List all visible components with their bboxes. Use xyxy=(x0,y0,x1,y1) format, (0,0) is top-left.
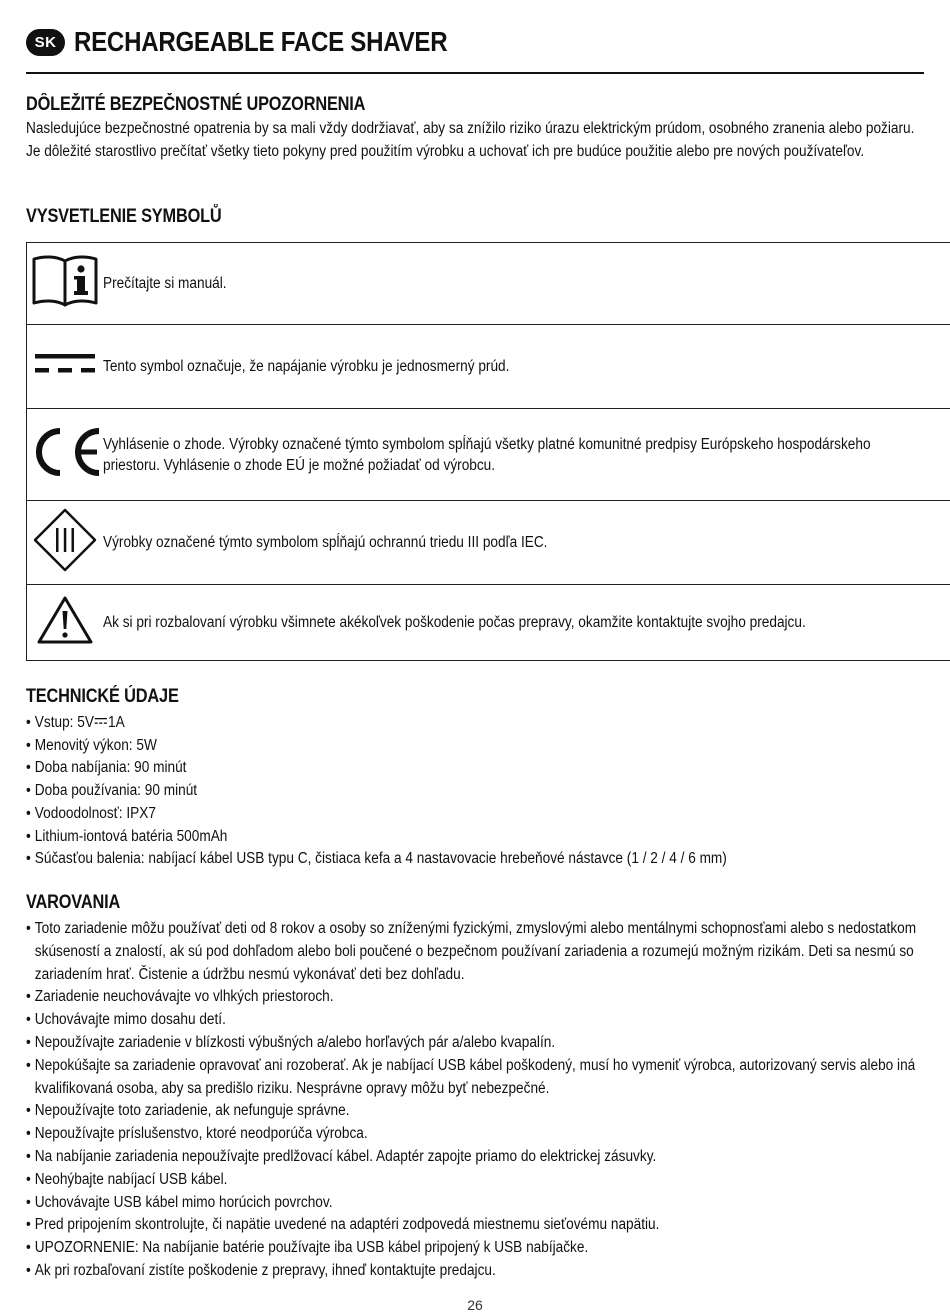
list-item: • Doba nabíjania: 90 minút xyxy=(26,757,924,780)
list-item: • Ak pri rozbaľovaní zistíte poškodenie z prepravy, ihneď kontaktujte predajcu. xyxy=(26,1260,924,1283)
list-item: • Na nabíjanie zariadenia nepoužívajte predlžovací kábel. Adaptér zapojte priamo do elektrickej zásuvky. xyxy=(26,1146,924,1169)
warning-triangle-icon xyxy=(27,585,104,661)
symbols-heading: VYSVETLENIE SYMBOLŮ xyxy=(26,206,222,227)
list-item: • Uchovávajte mimo dosahu detí. xyxy=(26,1009,924,1032)
symbol-row xyxy=(27,501,950,585)
list-item: • Toto zariadenie môžu používať deti od 8 rokov a osoby so zníženými fyzickými, zmyslovými alebo mentálnymi schopnosťami alebo s nedostatkom skúseností a znalostí, ak sú pod dohľadom alebo boli poučené o bezpečnom používaní zariadenia a rozumejú možným rizikám. Deti sa nesmú so zariadením hrať. Čistenie a údržbu nesmú vykonávať deti bez dohľadu. xyxy=(26,918,924,986)
technical-data-list xyxy=(26,712,924,871)
safety-heading: DÔLEŽITÉ BEZPEČNOSTNÉ UPOZORNENIA xyxy=(26,94,366,115)
symbol-description: Ak si pri rozbalovaní výrobku všimnete akékoľvek poškodenie počas prepravy, okamžite kontaktujte svojho predajcu. xyxy=(103,614,806,631)
list-item: • Vodoodolnosť: IPX7 xyxy=(26,803,924,826)
list-item: • Doba používania: 90 minút xyxy=(26,780,924,803)
page-number: 26 xyxy=(467,1297,483,1313)
symbol-row xyxy=(27,325,950,409)
class-iii-icon xyxy=(27,501,104,585)
list-item: • Nepoužívajte príslušenstvo, ktoré neodporúča výrobca. xyxy=(26,1123,924,1146)
list-item: • Uchovávajte USB kábel mimo horúcich povrchov. xyxy=(26,1192,924,1215)
warnings-list xyxy=(26,918,924,1283)
list-item: • Menovitý výkon: 5W xyxy=(26,735,924,758)
symbol-row xyxy=(27,409,950,501)
symbol-row xyxy=(27,243,950,325)
safety-section xyxy=(26,94,950,163)
symbols-section xyxy=(26,206,253,228)
list-item: • Vstup: 5V 1A xyxy=(26,712,924,735)
symbol-description: Tento symbol označuje, že napájanie výrobku je jednosmerný prúd. xyxy=(103,358,510,375)
symbols-table xyxy=(26,242,950,661)
symbol-row xyxy=(27,585,950,661)
list-item: • Nepokúšajte sa zariadenie opravovať ani rozoberať. Ak je nabíjací USB kábel poškodený, musí ho vymeniť výrobca, autorizovaný servis alebo iná kvalifikovaná osoba, aby sa predišlo riziku. Nesprávne opravy môžu byť nebezpečné. xyxy=(26,1055,924,1101)
technical-data-section xyxy=(26,686,950,871)
page-header xyxy=(26,22,924,62)
list-item: • Lithium-iontová batéria 500mAh xyxy=(26,826,924,849)
manual-page xyxy=(26,22,924,1279)
language-badge: SK xyxy=(26,29,65,56)
list-item: • Pred pripojením skontrolujte, či napätie uvedené na adaptéri zodpovedá miestnemu sieťovému napätiu. xyxy=(26,1214,924,1237)
direct-current-icon xyxy=(95,717,107,725)
list-item: • Neohýbajte nabíjací USB kábel. xyxy=(26,1169,924,1192)
technical-data-heading: TECHNICKÉ ÚDAJE xyxy=(26,686,179,707)
list-item: • Súčasťou balenia: nabíjací kábel USB typu C, čistiaca kefa a 4 nastavovacie hrebeňové nástavce (1 / 2 / 4 / 6 mm) xyxy=(26,848,924,871)
list-item: • Nepoužívajte toto zariadenie, ak nefunguje správne. xyxy=(26,1100,924,1123)
page-title: RECHARGEABLE FACE SHAVER xyxy=(74,26,448,57)
header-divider xyxy=(26,72,924,74)
ce-mark-icon xyxy=(27,409,104,501)
symbol-description: Vyhlásenie o zhode. Výrobky označené týmto symbolom spĺňajú všetky platné komunitné predpisy Európskeho hospodárskeho priestoru. Vyhlásenie o zhode EÚ je možné požiadať od výrobcu. xyxy=(103,435,871,474)
direct-current-icon xyxy=(27,325,104,409)
manual-book-icon xyxy=(27,243,104,325)
symbol-description: Prečítajte si manuál. xyxy=(103,275,227,292)
safety-paragraph: Nasledujúce bezpečnostné opatrenia by sa mali vždy dodržiavať, aby sa znížilo riziko úrazu elektrickým prúdom, osobného zranenia alebo požiaru. Je dôležité starostlivo prečítať všetky tieto pokyny pred použitím výrobku a uchovať ich pre budúce použitie alebo pre nových používateľov. xyxy=(26,120,915,160)
symbol-description: Výrobky označené týmto symbolom spĺňajú ochrannú triedu III podľa IEC. xyxy=(103,534,548,551)
warnings-heading: VAROVANIA xyxy=(26,892,121,913)
warnings-section xyxy=(26,892,950,1283)
list-item: • Nepoužívajte zariadenie v blízkosti výbušných a/alebo horľavých pár a/alebo kvapalín. xyxy=(26,1032,924,1055)
list-item: • Zariadenie neuchovávajte vo vlhkých priestoroch. xyxy=(26,986,924,1009)
list-item: • UPOZORNENIE: Na nabíjanie batérie používajte iba USB kábel pripojený k USB nabíjačke. xyxy=(26,1237,924,1260)
